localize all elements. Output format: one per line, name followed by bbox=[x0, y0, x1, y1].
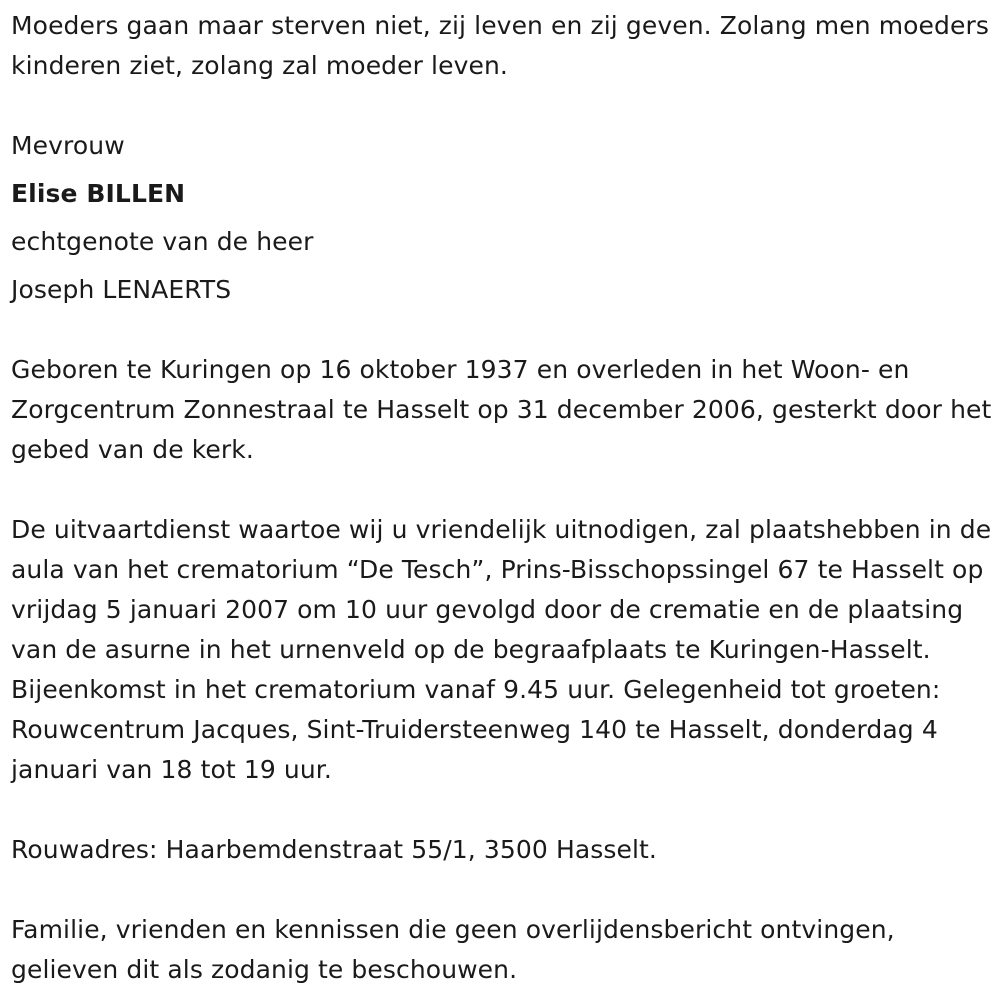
obituary-notice bbox=[11, 6, 996, 990]
honorific: Mevrouw bbox=[11, 131, 125, 160]
closing-paragraph: Familie, vrienden en kennissen die geen overlijdensbericht ontvingen, gelieven dit als zodanig te beschouwen. bbox=[11, 915, 895, 984]
spacer bbox=[11, 310, 996, 350]
opening-quote: Moeders gaan maar sterven niet, zij leven en zij geven. Zolang men moeders kinderen ziet, zolang zal moeder leven. bbox=[11, 11, 989, 80]
deceased-name: Elise BILLEN bbox=[11, 179, 186, 208]
spouse-name: Joseph LENAERTS bbox=[11, 275, 232, 304]
spacer bbox=[11, 870, 996, 910]
funeral-service-paragraph: De uitvaartdienst waartoe wij u vriendelijk uitnodigen, zal plaatshebben in de aula van het crematorium “De Tesch”, Prins-Bisschopssingel 67 te Hasselt op vrijdag 5 januari 2007 om 10 uur gevolgd door de crematie en de plaatsing van de asurne in het urnenveld op de begraafplaats te Kuringen-Hasselt. Bijeenkomst in het crematorium vanaf 9.45 uur. Gelegenheid tot groeten: Rouwcentrum Jacques, Sint-Truidersteenweg 140 te Hasselt, donderdag 4 januari van 18 tot 19 uur. bbox=[11, 515, 992, 784]
spacer bbox=[11, 470, 996, 510]
relation-text: echtgenote van de heer bbox=[11, 227, 314, 256]
birth-death-paragraph: Geboren te Kuringen op 16 oktober 1937 en overleden in het Woon- en Zorgcentrum Zonnestraal te Hasselt op 31 december 2006, gesterkt door het gebed van de kerk. bbox=[11, 355, 992, 464]
mourning-address: Rouwadres: Haarbemdenstraat 55/1, 3500 Hasselt. bbox=[11, 835, 657, 864]
spacer bbox=[11, 790, 996, 830]
deceased-block bbox=[11, 122, 996, 314]
spacer bbox=[11, 86, 996, 126]
